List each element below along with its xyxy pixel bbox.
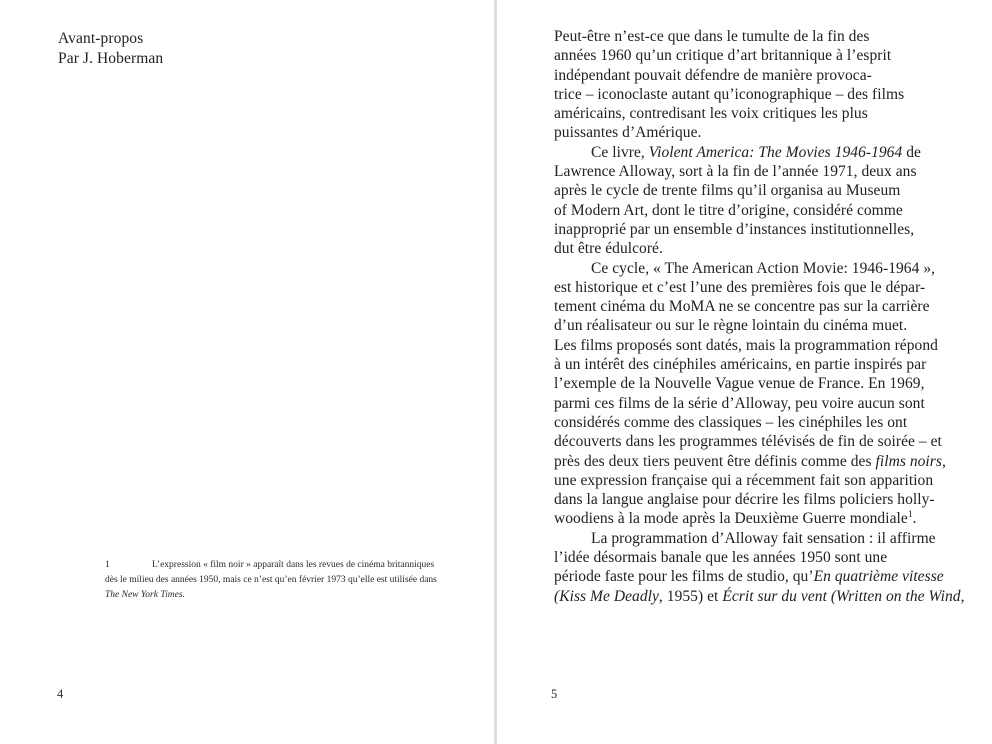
text-line: près des deux tiers peuvent être définis comme des films noirs, bbox=[554, 452, 946, 470]
text-line: découverts dans les programmes télévisés de fin de soirée – et bbox=[554, 433, 942, 451]
text-line: d’un réalisateur ou sur le règne lointain du cinéma muet. bbox=[554, 317, 908, 335]
text-line: indépendant pouvait défendre de manière provoca- bbox=[554, 66, 872, 84]
text-line: woodiens à la mode après la Deuxième Guerre mondiale$^1$. bbox=[554, 509, 917, 528]
text-line: trice – iconoclaste autant qu’iconographique – des films bbox=[554, 85, 905, 103]
chapter-title: Avant-propos bbox=[58, 30, 144, 47]
text-line: dès le milieu des années 1950, mais ce n’est qu’en février 1973 qu’elle est utilisée dans bbox=[105, 575, 437, 585]
text-line: 1 L’expression « film noir » apparaît dans les revues de cinéma britanniques bbox=[105, 558, 450, 573]
text-line: The New York Times. bbox=[105, 590, 185, 600]
text-line: Lawrence Alloway, sort à la fin de l’année 1971, deux ans bbox=[554, 163, 917, 181]
text-line: période faste pour les films de studio, qu’En quatrième vitesse bbox=[554, 568, 944, 586]
text-line: puissantes d’Amérique. bbox=[554, 124, 702, 142]
text-line: dans la langue anglaise pour décrire les films policiers holly- bbox=[554, 491, 935, 509]
text-line: années 1960 qu’un critique d’art britannique à l’esprit bbox=[554, 47, 892, 65]
page-number-right: 5 bbox=[551, 687, 558, 701]
footnote-reference: 1 bbox=[907, 509, 913, 521]
text-line: of Modern Art, dont le titre d’origine, considéré comme bbox=[554, 201, 903, 219]
page-number-left: 4 bbox=[57, 687, 64, 701]
text-line: à un intérêt des cinéphiles américains, en partie inspirés par bbox=[554, 356, 927, 374]
text-line: considérés comme des classiques – les cinéphiles les ont bbox=[554, 413, 908, 431]
chapter-author: Par J. Hoberman bbox=[58, 49, 164, 67]
left-page bbox=[0, 0, 494, 744]
text-line: dut être édulcoré. bbox=[554, 240, 663, 258]
text-line: l’idée désormais banale que les années 1950 sont une bbox=[554, 549, 888, 567]
footnote-number: 1 bbox=[105, 560, 110, 570]
text-line: Peut-être n’est-ce que dans le tumulte de la fin des bbox=[554, 28, 870, 45]
text-line: tement cinéma du MoMA ne se concentre pas sur la carrière bbox=[554, 298, 930, 316]
text-line: inapproprié par un ensemble d’instances institutionnelles, bbox=[554, 220, 915, 238]
right-page bbox=[497, 0, 992, 744]
text-line: parmi ces films de la série d’Alloway, peu voire aucun sont bbox=[554, 394, 925, 412]
body-text-column bbox=[554, 27, 965, 606]
text-line: est historique et c’est l’une des premières fois que le dépar- bbox=[554, 278, 926, 296]
text-line: Les films proposés sont datés, mais la programmation répond bbox=[554, 336, 938, 354]
text-line: après le cycle de trente films qu’il organisa au Museum bbox=[554, 182, 901, 200]
text-line: Ce livre, Violent America: The Movies 1946-1964 de bbox=[591, 143, 921, 161]
text-line: l’exemple de la Nouvelle Vague venue de France. En 1969, bbox=[554, 375, 925, 393]
text-line: une expression française qui a récemment fait son apparition bbox=[554, 471, 934, 489]
footnote bbox=[105, 558, 450, 603]
text-line: La programmation d’Alloway fait sensation : il affirme bbox=[591, 529, 936, 547]
chapter-header bbox=[58, 29, 163, 68]
text-line: américains, contredisant les voix critiques les plus bbox=[554, 105, 868, 123]
text-line: (Kiss Me Deadly, 1955) et Écrit sur du vent (Written on the Wind, bbox=[554, 587, 965, 605]
text-line: Ce cycle, « The American Action Movie: 1946-1964 », bbox=[591, 259, 936, 277]
